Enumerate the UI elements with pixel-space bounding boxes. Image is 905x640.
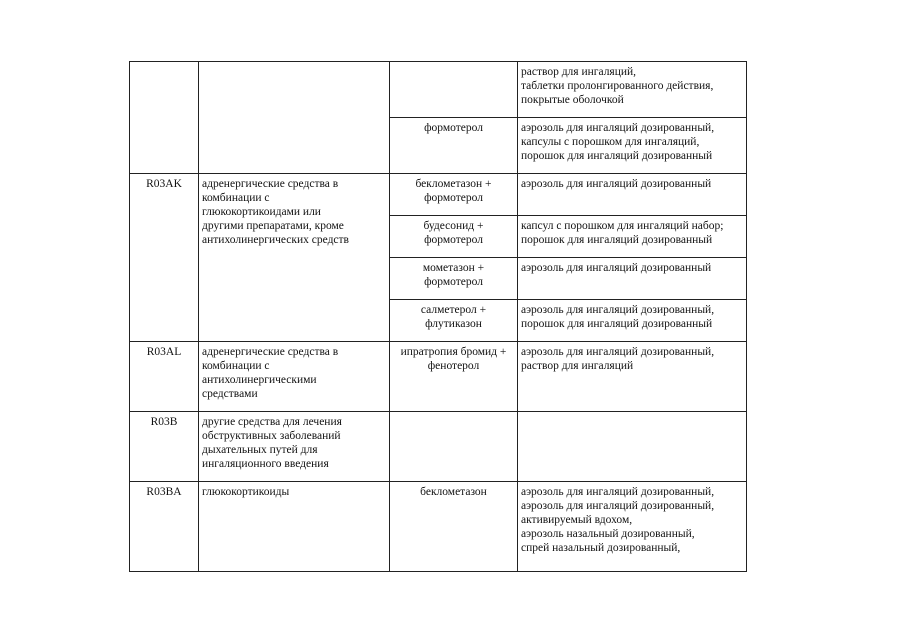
table-row (130, 342, 747, 412)
cell-text-line: покрытые оболочкой (521, 94, 624, 106)
cell-text-line: формотерол (424, 122, 483, 134)
cell-text-line: будесонид + (423, 220, 484, 232)
atc-code-cell: R03BA (130, 482, 199, 572)
cell-text-line: раствор для ингаляций, (521, 66, 637, 78)
dosage-form-cell (518, 300, 747, 342)
pharmacological-group-cell (199, 62, 390, 174)
table-row (130, 174, 747, 216)
cell-text-line: формотерол (424, 234, 483, 246)
substance-cell (390, 118, 518, 174)
table-row (130, 412, 747, 482)
cell-text-line: комбинации с (202, 360, 270, 372)
cell-text-line: салметерол + (420, 304, 487, 316)
cell-text-line: аэрозоль для ингаляций дозированный, (521, 122, 715, 134)
table-body (130, 62, 747, 572)
dosage-form-cell (518, 62, 747, 118)
cell-text-line: флутиказон (425, 318, 482, 330)
cell-text-line: глюкокортикоиды (202, 486, 290, 498)
cell-text-line: другими препаратами, кроме (202, 220, 344, 232)
cell-text-line: аэрозоль назальный дозированный, (521, 528, 695, 540)
cell-text-line: аэрозоль для ингаляций дозированный (521, 178, 712, 190)
cell-text-line: капсулы с порошком для ингаляций, (521, 136, 700, 148)
cell-text-line: средствами (202, 388, 258, 400)
cell-text-line: другие средства для лечения (202, 416, 342, 428)
atc-code-cell: R03B (130, 412, 199, 482)
atc-code-cell: R03AK (130, 174, 199, 342)
substance-cell (390, 216, 518, 258)
substance-cell (390, 62, 518, 118)
dosage-form-cell (518, 174, 747, 216)
cell-text-line: дыхательных путей для (202, 444, 318, 456)
cell-text-line: активируемый вдохом, (521, 514, 633, 526)
dosage-form-cell (518, 342, 747, 412)
substance-cell (390, 412, 518, 482)
cell-text-line: адренергические средства в (202, 178, 339, 190)
drug-classification-table (129, 61, 747, 572)
cell-text-line: адренергические средства в (202, 346, 339, 358)
substance-cell (390, 300, 518, 342)
cell-text-line: беклометазон + (415, 178, 492, 190)
atc-code-cell: R03AL (130, 342, 199, 412)
table-row (130, 482, 747, 572)
cell-text-line: аэрозоль для ингаляций дозированный, (521, 486, 715, 498)
cell-text-line: антихолинергических средств (202, 234, 349, 246)
dosage-form-cell (518, 482, 747, 572)
table-row (130, 62, 747, 118)
dosage-form-cell (518, 216, 747, 258)
pharmacological-group-cell (199, 482, 390, 572)
dosage-form-cell (518, 118, 747, 174)
substance-cell (390, 258, 518, 300)
cell-text-line: аэрозоль для ингаляций дозированный (521, 262, 712, 274)
cell-text-line: фенотерол (427, 360, 480, 372)
cell-text-line: порошок для ингаляций дозированный (521, 318, 713, 330)
cell-text-line: аэрозоль для ингаляций дозированный, (521, 304, 715, 316)
cell-text-line: глюкокортикоидами или (202, 206, 321, 218)
cell-text-line: таблетки пролонгированного действия, (521, 80, 714, 92)
pharmacological-group-cell (199, 342, 390, 412)
cell-text-line: антихолинергическими (202, 374, 317, 386)
cell-text-line: мометазон + (422, 262, 485, 274)
cell-text-line: ингаляционного введения (202, 458, 329, 470)
pharmacological-group-cell (199, 174, 390, 342)
cell-text-line: спрей назальный дозированный, (521, 542, 681, 554)
atc-code-cell (130, 62, 199, 174)
substance-cell (390, 174, 518, 216)
cell-text-line: аэрозоль для ингаляций дозированный, (521, 500, 715, 512)
cell-text-line: комбинации с (202, 192, 270, 204)
cell-text-line: ипратропия бромид + (400, 346, 507, 358)
pharmacological-group-cell (199, 412, 390, 482)
cell-text-line: формотерол (424, 276, 483, 288)
dosage-form-cell (518, 412, 747, 482)
cell-text-line: порошок для ингаляций дозированный (521, 150, 713, 162)
substance-cell (390, 482, 518, 572)
substance-cell (390, 342, 518, 412)
cell-text-line: порошок для ингаляций дозированный (521, 234, 713, 246)
cell-text-line: аэрозоль для ингаляций дозированный, (521, 346, 715, 358)
cell-text-line: капсул с порошком для ингаляций набор; (521, 220, 724, 232)
cell-text-line: беклометазон (420, 486, 487, 498)
dosage-form-cell (518, 258, 747, 300)
cell-text-line: раствор для ингаляций (521, 360, 634, 372)
cell-text-line: обструктивных заболеваний (202, 430, 341, 442)
cell-text-line: формотерол (424, 192, 483, 204)
